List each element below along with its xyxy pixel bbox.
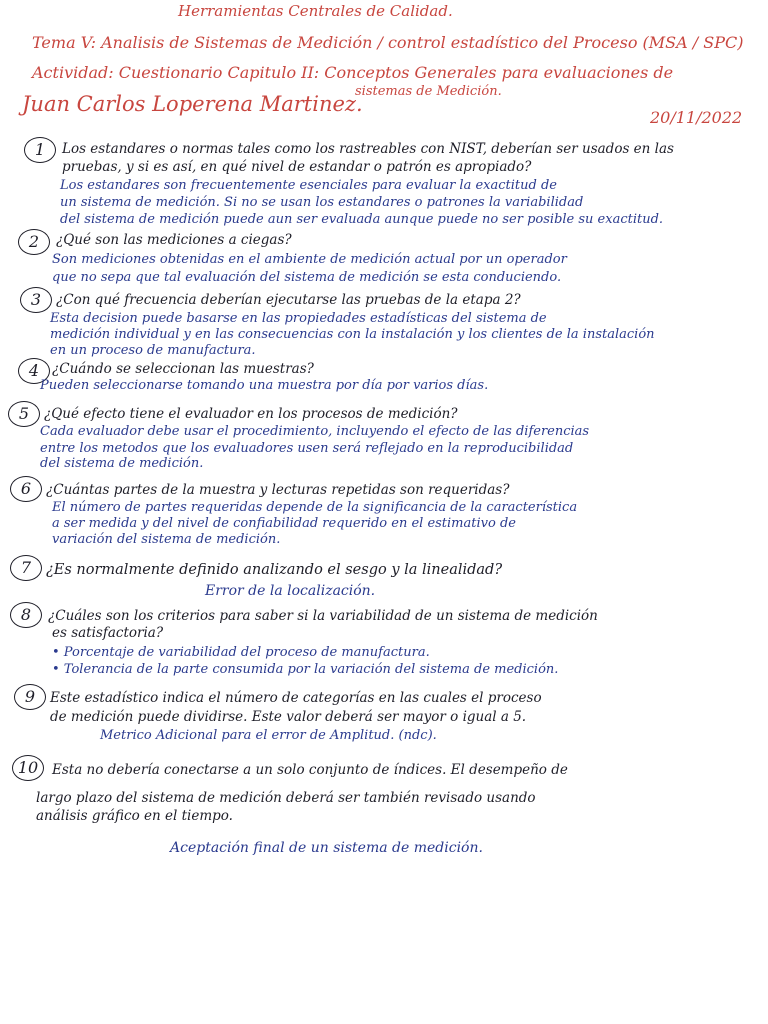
answer-line: del sistema de medición puede aun ser evaluada aunque puede no ser posible su exactitud. <box>60 212 664 227</box>
question-number: 10 <box>12 755 44 781</box>
answer-line: un sistema de medición. Si no se usan los estandares o patrones la variabilidad <box>60 195 584 210</box>
question-line: Los estandares o normas tales como los rastreables con NIST, deberían ser usados en las <box>62 141 674 157</box>
answer-line: Error de la localización. <box>205 583 376 599</box>
tema-line: Tema V: Analisis de Sistemas de Medición / control estadístico del Proceso (MSA / SPC) <box>32 33 744 52</box>
question-line: pruebas, y si es así, en qué nivel de estandar o patrón es apropiado? <box>62 159 532 175</box>
answer-line: Esta decision puede basarse en las propiedades estadísticas del sistema de <box>50 311 547 326</box>
answer-line: El número de partes requeridas depende de la significancia de la característica <box>52 500 578 515</box>
answer-line: en un proceso de manufactura. <box>50 343 256 358</box>
question-line: Este estadístico indica el número de categorías en las cuales el proceso <box>50 690 542 706</box>
answer-line: Metrico Adicional para el error de Amplitud. (ndc). <box>100 728 437 743</box>
answer-line: Son mediciones obtenidas en el ambiente de medición actual por un operador <box>52 252 567 267</box>
answer-line: Aceptación final de un sistema de medición. <box>170 840 483 856</box>
question-line: ¿Con qué frecuencia deberían ejecutarse las pruebas de la etapa 2? <box>56 292 521 308</box>
document-title: Herramientas Centrales de Calidad. <box>178 2 453 20</box>
date: 20/11/2022 <box>650 108 743 127</box>
actividad-line-continued: sistemas de Medición. <box>355 84 502 99</box>
question-line: ¿Qué efecto tiene el evaluador en los procesos de medición? <box>44 406 458 422</box>
question-line: Esta no debería conectarse a un solo conjunto de índices. El desempeño de <box>52 762 568 778</box>
answer-line: • Tolerancia de la parte consumida por la variación del sistema de medición. <box>52 662 559 677</box>
question-number: 5 <box>8 401 40 427</box>
question-line: largo plazo del sistema de medición deberá ser también revisado usando <box>36 790 536 806</box>
question-line: ¿Qué son las mediciones a ciegas? <box>56 232 292 248</box>
answer-line: Los estandares son frecuentemente esenciales para evaluar la exactitud de <box>60 178 557 193</box>
answer-line: variación del sistema de medición. <box>52 532 281 547</box>
actividad-line: Actividad: Cuestionario Capitulo II: Conceptos Generales para evaluaciones de <box>32 63 674 82</box>
answer-line: medición individual y en las consecuencias con la instalación y los clientes de la instalación <box>50 327 655 342</box>
question-line: ¿Cuándo se seleccionan las muestras? <box>52 361 314 377</box>
question-line: ¿Cuántas partes de la muestra y lecturas repetidas son requeridas? <box>46 482 510 498</box>
question-line: análisis gráfico en el tiempo. <box>36 808 233 824</box>
answer-line: Pueden seleccionarse tomando una muestra por día por varios días. <box>40 378 489 393</box>
question-number: 4 <box>18 358 50 384</box>
answer-line: • Porcentaje de variabilidad del proceso de manufactura. <box>52 645 430 660</box>
question-line: ¿Es normalmente definido analizando el sesgo y la linealidad? <box>46 562 503 578</box>
answer-line: que no sepa que tal evaluación del sistema de medición se esta conduciendo. <box>52 270 562 285</box>
question-number: 8 <box>10 602 42 628</box>
answer-line: del sistema de medición. <box>40 456 204 471</box>
author-name: Juan Carlos Loperena Martinez. <box>22 92 363 116</box>
answer-line: Cada evaluador debe usar el procedimiento, incluyendo el efecto de las diferencias <box>40 424 590 439</box>
question-number: 1 <box>24 137 56 163</box>
question-number: 3 <box>20 287 52 313</box>
question-line: de medición puede dividirse. Este valor deberá ser mayor o igual a 5. <box>50 709 527 725</box>
question-number: 7 <box>10 555 42 581</box>
question-number: 9 <box>14 684 46 710</box>
question-number: 2 <box>18 229 50 255</box>
answer-line: entre los metodos que los evaluadores usen será reflejado en la reproducibilidad <box>40 441 574 456</box>
question-line: ¿Cuáles son los criterios para saber si la variabilidad de un sistema de medición <box>48 608 598 624</box>
question-number: 6 <box>10 476 42 502</box>
answer-line: a ser medida y del nivel de confiabilidad requerido en el estimativo de <box>52 516 516 531</box>
question-line: es satisfactoria? <box>52 625 164 641</box>
